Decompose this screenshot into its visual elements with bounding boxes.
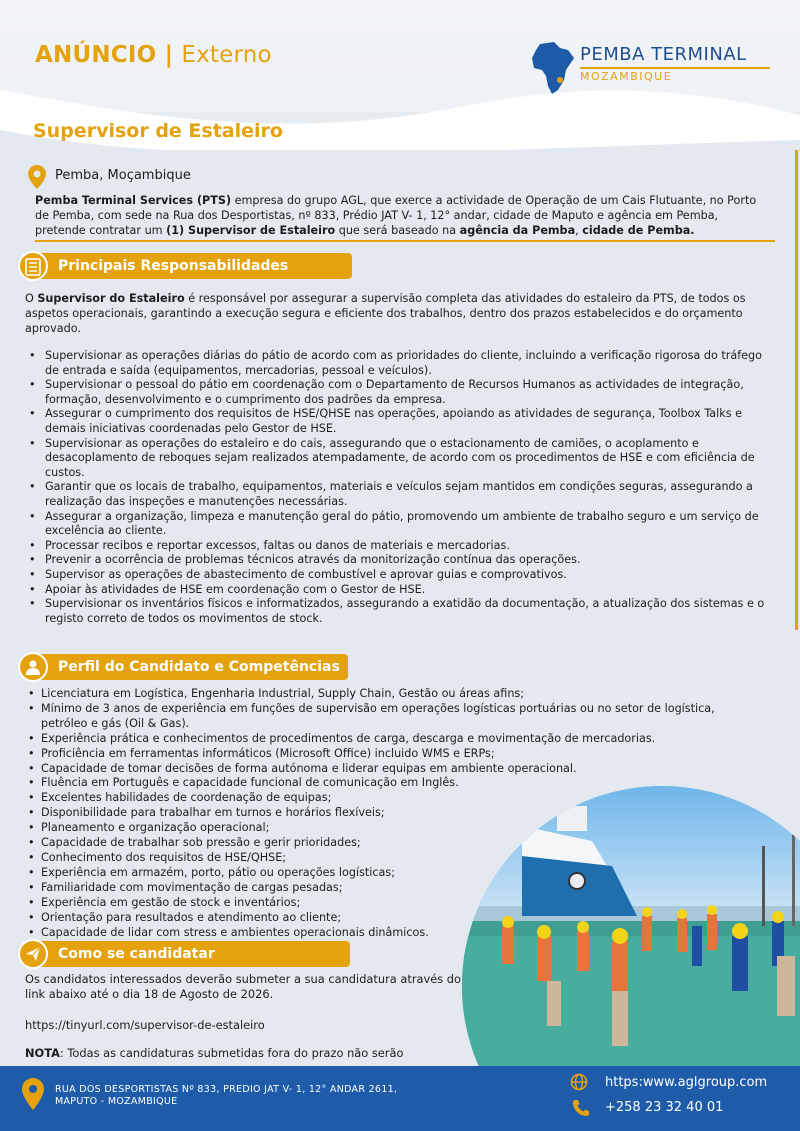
announcement-label: ANÚNCIO | <box>35 42 174 68</box>
note-text: : Todas as candidaturas submetidas fora do prazo não serão <box>59 1046 404 1060</box>
location-pin-icon <box>22 1078 44 1110</box>
company-name: Pemba Terminal Services (PTS) <box>35 194 232 207</box>
intro-city: cidade de Pemba. <box>582 224 695 237</box>
job-title: Supervisor de Estaleiro <box>33 120 283 142</box>
list-item: • Planeamento e organização operacional; <box>25 821 745 836</box>
footer-website[interactable]: https:www.aglgroup.com <box>605 1075 768 1090</box>
list-item: • Garantir que os locais de trabalho, equipamentos, materiais e veículos sejam mantidos em condições seguras, assegurando a realização das inspeções e manutenções necessárias. <box>25 480 770 509</box>
accent-vertical-line <box>795 150 798 630</box>
intro-text-2: que será baseado na <box>335 224 460 237</box>
footer-address <box>55 1084 397 1108</box>
application-link[interactable]: https://tinyurl.com/supervisor-de-estaleiro <box>25 1018 265 1032</box>
responsibilities-list <box>25 349 770 626</box>
company-logo <box>530 40 775 96</box>
list-item: • Apoiar às atividades de HSE em coordenação com o Gestor de HSE. <box>25 583 770 598</box>
list-item: • Experiência em gestão de stock e inventários; <box>25 896 745 911</box>
list-item: • Experiência prática e conhecimentos de procedimentos de carga, descarga e movimentação de mercadorias. <box>25 732 745 747</box>
list-item: • Assegurar o cumprimento dos requisitos de HSE/QHSE nas operações, apoiando as atividades de segurança, Toolbox Talks e demais iniciativas coordenadas pelo Gestor de HSE. <box>25 407 770 436</box>
section-profile-header <box>18 654 348 680</box>
note-label: NOTA <box>25 1046 60 1060</box>
list-item: • Capacidade de tomar decisões de forma autónoma e liderar equipas em ambiente operacional. <box>25 762 745 777</box>
logo-subtitle: MOZAMBIQUE <box>580 70 673 83</box>
list-item: • Capacidade de lidar com stress e ambientes operacionais dinâmicos. <box>25 926 745 941</box>
globe-icon <box>570 1073 588 1091</box>
intro-comma: , <box>575 224 583 237</box>
list-item: • Familiaridade com movimentação de cargas pesadas; <box>25 881 745 896</box>
address-line-2: MAPUTO - MOZAMBIQUE <box>55 1096 178 1107</box>
section-profile-title: Perfil do Candidato e Competências <box>58 659 340 675</box>
section-icon-wrap <box>18 939 48 969</box>
list-item: • Supervisionar as operações diárias do pátio de acordo com as prioridades do cliente, incluindo a verificação rigorosa do tráfego de entrada e saída (equipamentos, mercadorias, pessoal e veículos). <box>25 349 770 378</box>
section-apply-header <box>18 941 350 967</box>
section-responsibilities-header <box>18 253 352 279</box>
list-item: • Proficiência em ferramentas informáticos (Microsoft Office) incluido WMS e ERPs; <box>25 747 745 762</box>
list-item: • Supervisionar as operações do estaleiro e do cais, assegurando que o estacionamento de camiões, o acoplamento e desacoplamento de reboques sejam realizados atempadamente, de acordo com os procedimentos de HSE e com eficiência de custos. <box>25 437 770 481</box>
footer <box>0 1066 800 1131</box>
section-responsibilities-title: Principais Responsabilidades <box>58 258 289 274</box>
list-item: • Orientação para resultados e atendimento ao cliente; <box>25 911 745 926</box>
list-item: • Disponibilidade para trabalhar em turnos e horários flexíveis; <box>25 806 745 821</box>
list-item: • Prevenir a ocorrência de problemas técnicos através da monitorização contínua das operações. <box>25 553 770 568</box>
section-apply-title: Como se candidatar <box>58 946 215 962</box>
section-icon-wrap <box>18 251 48 281</box>
list-item: • Capacidade de trabalhar sob pressão e gerir prioridades; <box>25 836 745 851</box>
list-item: • Mínimo de 3 anos de experiência em funções de supervisão em operações logísticas portuárias ou no setor de logística, petróleo e gás (Oil & Gas). <box>25 702 745 732</box>
intro-agency: agência da Pemba <box>459 224 576 237</box>
africa-map-icon <box>530 40 576 96</box>
footer-phone[interactable]: +258 23 32 40 01 <box>605 1100 724 1115</box>
paper-plane-icon <box>25 946 41 962</box>
accent-horizontal-line <box>35 240 775 242</box>
list-item: • Supervisionar o pessoal do pátio em coordenação com o Departamento de Recursos Humanos as actividades de integração, formação, desenvolvimento e o cumprimento dos padrões da empresa. <box>25 378 770 407</box>
logo-title: PEMBA TERMINAL <box>580 44 747 65</box>
announcement-heading <box>35 42 272 68</box>
lead-prefix: O <box>25 292 38 305</box>
apply-instructions: Os candidatos interessados deverão submeter a sua candidatura através do link abaixo até o dia 18 de Agosto de 2026. <box>25 972 461 1001</box>
address-line-1: RUA DOS DESPORTISTAS Nº 833, PREDIO JAT V- 1, 12° ANDAR 2611, <box>55 1084 398 1095</box>
list-item: • Assegurar a organização, limpeza e manutenção geral do pátio, promovendo um ambiente de trabalho seguro e um serviço de excelência ao cliente. <box>25 510 770 539</box>
intro-position: (1) Supervisor de Estaleiro <box>166 224 336 237</box>
location-pin-icon <box>28 165 46 189</box>
document-list-icon <box>25 258 41 276</box>
job-location: Pemba, Moçambique <box>55 168 191 183</box>
list-item: • Experiência em armazém, porto, pátio ou operações logísticas; <box>25 866 745 881</box>
list-item: • Licenciatura em Logística, Engenharia Industrial, Supply Chain, Gestão ou áreas afins; <box>25 687 745 702</box>
list-item: • Processar recibos e reportar excessos, faltas ou danos de materiais e mercadorias. <box>25 539 770 554</box>
phone-icon <box>572 1099 590 1117</box>
intro-paragraph <box>35 193 765 238</box>
lead-text: é responsável por assegurar a supervisão completa das atividades do estaleiro da PTS, de todos os aspetos operacionais, garantindo a execução segura e eficiente dos trabalhos, dentro dos prazos estabelecidos e do orçamento aprovado. <box>25 292 746 335</box>
responsibilities-lead <box>25 291 770 336</box>
person-icon <box>25 659 41 675</box>
list-item: • Excelentes habilidades de coordenação de equipas; <box>25 791 745 806</box>
announcement-type: Externo <box>181 42 272 68</box>
list-item: • Conhecimento dos requisitos de HSE/QHSE; <box>25 851 745 866</box>
profile-list <box>25 687 745 940</box>
list-item: • Fluência em Português e capacidade funcional de comunicação em Inglês. <box>25 776 745 791</box>
intro-text-1: empresa do grupo AGL, que exerce a actividade de Operação de um Cais Flutuante, no Porto de Pemba, com sede na Rua dos Desportistas, nº 833, Prédio JAT V- 1, 12° andar, cidade de Maputo e agência em Pemba, pretende contratar um <box>35 194 757 237</box>
section-icon-wrap <box>18 652 48 682</box>
deadline-note <box>25 1046 403 1060</box>
list-item: • Supervisionar os inventários físicos e informatizados, assegurando a exatidão da documentação, a atualização dos sistemas e o registo correto de todos os movimentos de stock. <box>25 597 770 626</box>
logo-divider <box>580 67 770 69</box>
lead-role: Supervisor do Estaleiro <box>37 292 185 305</box>
list-item: • Supervisor as operações de abastecimento de combustível e aprovar guias e comprovativos. <box>25 568 770 583</box>
